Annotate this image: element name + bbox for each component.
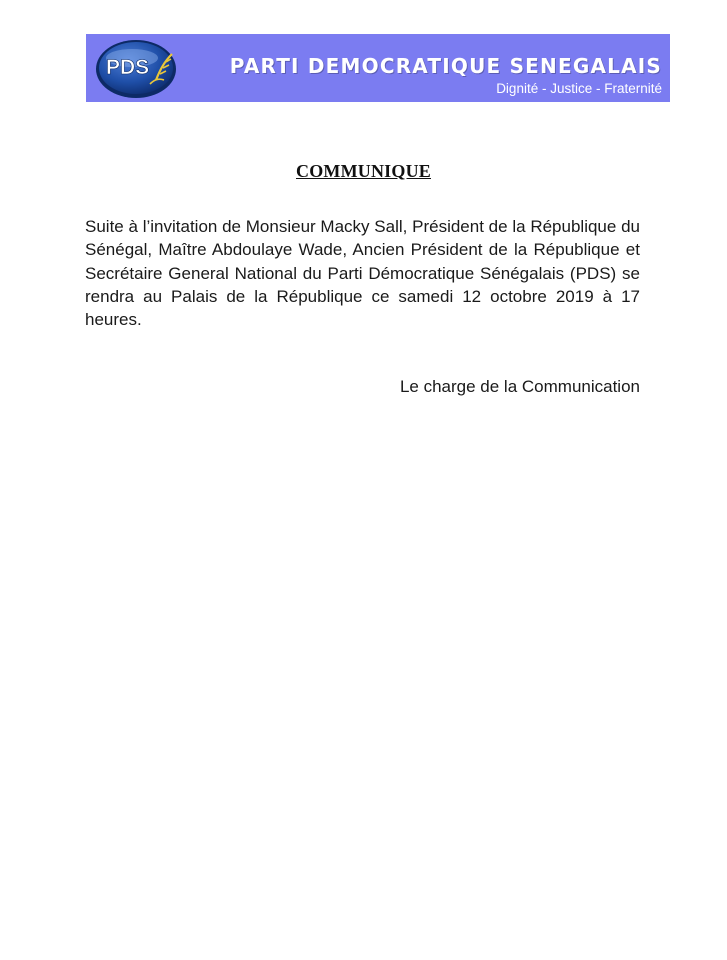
header-banner	[86, 34, 670, 102]
pds-logo-icon	[94, 36, 182, 100]
logo-text: PDS	[106, 56, 150, 79]
document-signature: Le charge de la Communication	[399, 377, 640, 396]
document-body: Suite à l’invitation de Monsieur Macky Sall, Président de la République du Sénégal, Maître Abdoulaye Wade, Ancien Président de la République et Secrétaire General National du Parti Démocratique Sénégalais (PDS) se rendra au Palais de la République ce samedi 12 octobre 2019 à 17 heures.	[85, 217, 640, 330]
document-title: COMMUNIQUE	[296, 161, 431, 182]
party-name: PARTI DEMOCRATIQUE SENEGALAIS	[229, 54, 662, 78]
party-motto: Dignité - Justice - Fraternité	[496, 81, 662, 96]
